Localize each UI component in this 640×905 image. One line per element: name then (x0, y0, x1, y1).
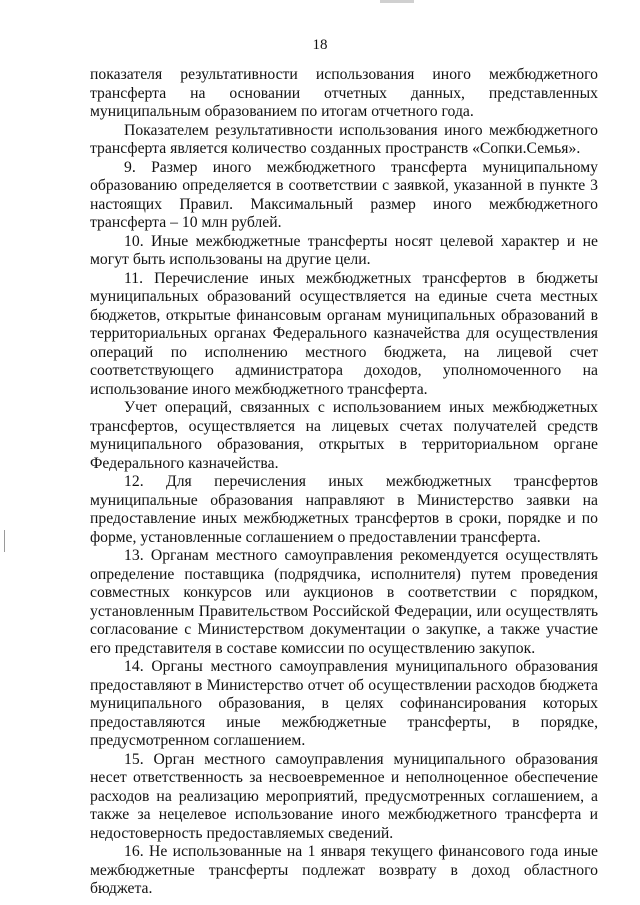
page-number: 18 (312, 37, 328, 53)
paragraph-indicator: Показателем результативности использования иного межбюджетного трансферта является количество созданных пространств «Сопки.Семья». (90, 121, 598, 157)
scan-artifact-margin (4, 530, 5, 552)
paragraph-9: 9. Размер иного межбюджетного трансферта муниципальному образованию определяется в соответствии с заявкой, указанной в пункте 3 настоящих Правил. Максимальный размер иного межбюджетного трансферта – 10 млн рублей. (90, 158, 598, 231)
paragraph-12: 12. Для перечисления иных межбюджетных трансфертов муниципальные образования направляют в Министерство заявки на предоставление иных межбюджетных трансфертов в сроки, порядке и по форме, установленные соглашением о предоставлении трансферта. (90, 473, 598, 546)
document-body (90, 66, 598, 899)
paragraph-13: 13. Органам местного самоуправления рекомендуется осуществлять определение поставщика (подрядчика, исполнителя) путем проведения совместных конкурсов или аукционов в соответствии с порядком, установленным Правительством Российской Федерации, или осуществлять согласование с Министерством документации о закупке, а также участие его представителя в составе комиссии по осуществлению закупок. (90, 547, 598, 657)
scan-artifact-top (380, 0, 414, 3)
paragraph-11: 11. Перечисление иных межбюджетных трансфертов в бюджеты муниципальных образований осуществляется на единые счета местных бюджетов, открытые финансовым органам муниципальных образований в территориальных органах Федерального казначейства для осуществления операций по исполнению местного бюджета, на лицевой счет соответствующего администратора доходов, уполномоченного на использование иного межбюджетного трансферта. (90, 269, 598, 398)
paragraph-continuation: показателя результативности использования иного межбюджетного трансферта на основании отчетных данных, представленных муниципальным образованием по итогам отчетного года. (90, 66, 598, 120)
paragraph-15: 15. Орган местного самоуправления муниципального образования несет ответственность за несвоевременное и неполноценное обеспечение расходов на реализацию мероприятий, предусмотренных соглашением, а также за нецелевое использование иного межбюджетного трансферта и недостоверность предоставляемых сведений. (90, 750, 598, 842)
paragraph-10: 10. Иные межбюджетные трансферты носят целевой характер и не могут быть использованы на другие цели. (90, 232, 598, 268)
paragraph-14: 14. Органы местного самоуправления муниципального образования предоставляют в Министерство отчет об осуществлении расходов бюджета муниципального образования, в целях софинансирования которых предоставляются иные межбюджетные трансферты, в порядке, предусмотренном соглашением. (90, 658, 598, 749)
paragraph-accounting: Учет операций, связанных с использованием иных межбюджетных трансфертов, осуществляется на лицевых счетах получателей средств муниципального образования, открытых в территориальном органе Федерального казначейства. (90, 399, 598, 472)
paragraph-16: 16. Не использованные на 1 января текущего финансового года иные межбюджетные трансферты подлежат возврату в доход областного бюджета. (90, 843, 598, 897)
